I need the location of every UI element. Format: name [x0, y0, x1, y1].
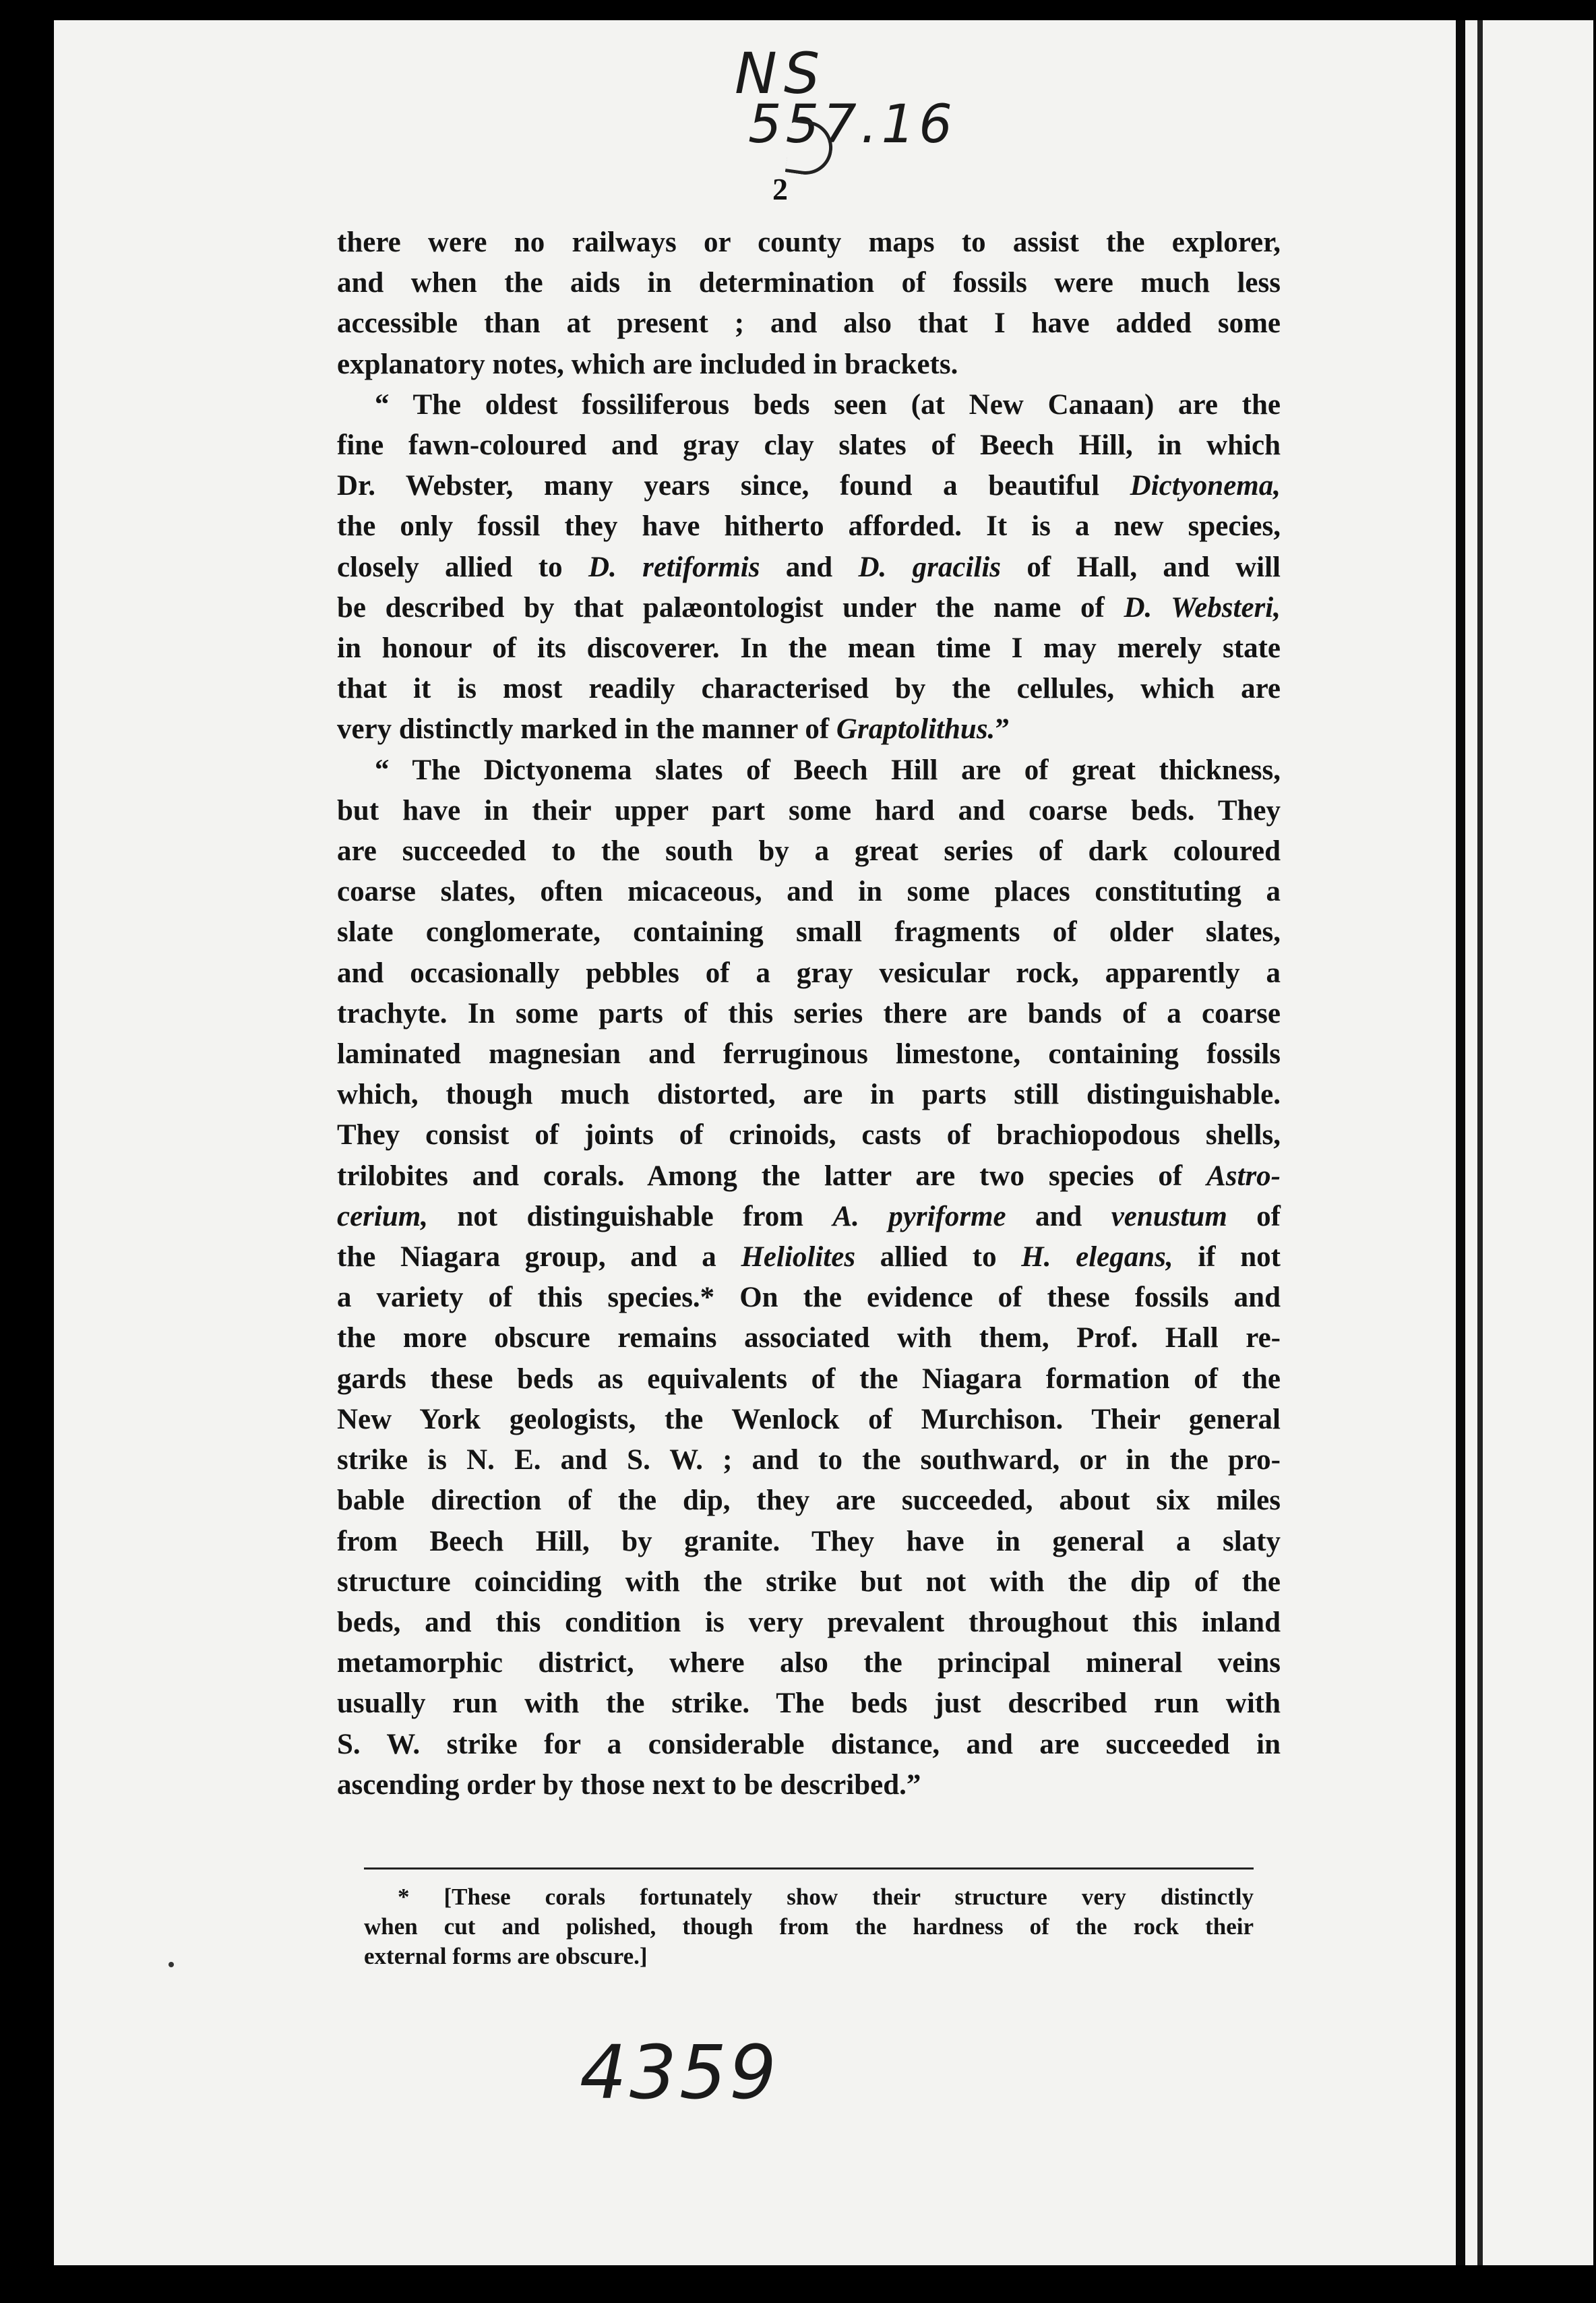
- text-line: They consist of joints of crinoids, casts of brachiopodous shells,: [337, 1119, 1281, 1152]
- page-number: 2: [772, 172, 788, 206]
- text-line: very distinctly marked in the manner of Graptolithus.”: [337, 713, 1010, 746]
- text-line: that it is most readily characterised by the cellules, which are: [337, 673, 1281, 705]
- handwritten-accession-number: 4359: [580, 2029, 779, 2116]
- text-line: New York geologists, the Wenlock of Murchison. Their general: [337, 1403, 1281, 1435]
- handwritten-call-number: 557.16: [748, 94, 956, 155]
- text-line: the more obscure remains associated with them, Prof. Hall re-: [337, 1322, 1281, 1354]
- text-line: explanatory notes, which are included in brackets.: [337, 348, 958, 380]
- text-line: ascending order by those next to be described.”: [337, 1768, 921, 1801]
- document-page: [54, 20, 1456, 2265]
- text-line: beds, and this condition is very prevalent throughout this inland: [337, 1606, 1281, 1638]
- text-line: usually run with the strike. The beds just described run with: [337, 1687, 1281, 1720]
- page-edge-rule: [1477, 20, 1483, 2265]
- text-line: trachyte. In some parts of this series there are bands of a coarse: [337, 997, 1281, 1029]
- text-line: cerium, not distinguishable from A. pyriforme and venustum of: [337, 1200, 1281, 1232]
- text-line: from Beech Hill, by granite. They have in general a slaty: [337, 1525, 1281, 1557]
- footnote-divider: [364, 1867, 1254, 1870]
- handwritten-ns-mark: NS: [735, 40, 827, 107]
- text-line: and occasionally pebbles of a gray vesicular rock, apparently a: [337, 957, 1281, 989]
- footnote-line: external forms are obscure.]: [364, 1943, 648, 1969]
- text-line: Dr. Webster, many years since, found a beautiful Dictyonema,: [337, 470, 1281, 502]
- text-line: be described by that palæontologist under the name of D. Websteri,: [337, 591, 1281, 624]
- text-line: are succeeded to the south by a great series of dark coloured: [337, 835, 1281, 868]
- text-line: trilobites and corals. Among the latter are two species of Astro-: [337, 1160, 1281, 1192]
- footnote: [364, 1882, 1254, 1971]
- text-line: coarse slates, often micaceous, and in some places constituting a: [337, 876, 1281, 908]
- text-line: metamorphic district, where also the principal mineral veins: [337, 1647, 1281, 1679]
- text-line: there were no railways or county maps to assist the explorer,: [337, 227, 1281, 258]
- text-line: “ The Dictyonema slates of Beech Hill are of great thickness,: [375, 754, 1281, 786]
- paragraph-2: [337, 385, 1281, 750]
- text-line: fine fawn-coloured and gray clay slates of Beech Hill, in which: [337, 429, 1281, 462]
- adjacent-page-edge: [1456, 20, 1593, 2265]
- text-line: the Niagara group, and a Heliolites allied to H. elegans, if not: [337, 1241, 1281, 1274]
- text-line: in honour of its discoverer. In the mean time I may merely state: [337, 632, 1281, 665]
- text-line: strike is N. E. and S. W. ; and to the southward, or in the pro-: [337, 1444, 1281, 1476]
- footnote-line: * [These corals fortunately show their structure very distinctly: [398, 1884, 1254, 1910]
- text-line: “ The oldest fossiliferous beds seen (at New Canaan) are the: [375, 388, 1281, 421]
- text-line: but have in their upper part some hard and coarse beds. They: [337, 794, 1281, 827]
- paragraph-3: [337, 750, 1281, 1805]
- text-line: laminated magnesian and ferruginous limestone, containing fossils: [337, 1038, 1281, 1071]
- text-line: accessible than at present ; and also that I have added some: [337, 307, 1281, 340]
- body-text: [337, 222, 1281, 1805]
- footnote-line: when cut and polished, though from the hardness of the rock their: [364, 1913, 1254, 1940]
- text-line: the only fossil they have hitherto afforded. It is a new species,: [337, 510, 1281, 543]
- paragraph-1: [337, 222, 1281, 385]
- text-line: bable direction of the dip, they are succeeded, about six miles: [337, 1485, 1281, 1517]
- text-line: closely allied to D. retiformis and D. gracilis of Hall, and will: [337, 551, 1281, 583]
- text-line: and when the aids in determination of fossils were much less: [337, 267, 1281, 299]
- text-line: slate conglomerate, containing small fragments of older slates,: [337, 916, 1281, 949]
- text-line: gards these beds as equivalents of the Niagara formation of the: [337, 1363, 1281, 1395]
- text-line: structure coinciding with the strike but not with the dip of the: [337, 1565, 1281, 1598]
- text-line: S. W. strike for a considerable distance, and are succeeded in: [337, 1728, 1281, 1760]
- text-line: which, though much distorted, are in parts still distinguishable.: [337, 1079, 1281, 1111]
- text-line: a variety of this species.* On the evidence of these fossils and: [337, 1282, 1281, 1314]
- scan-speck: [168, 1962, 174, 1967]
